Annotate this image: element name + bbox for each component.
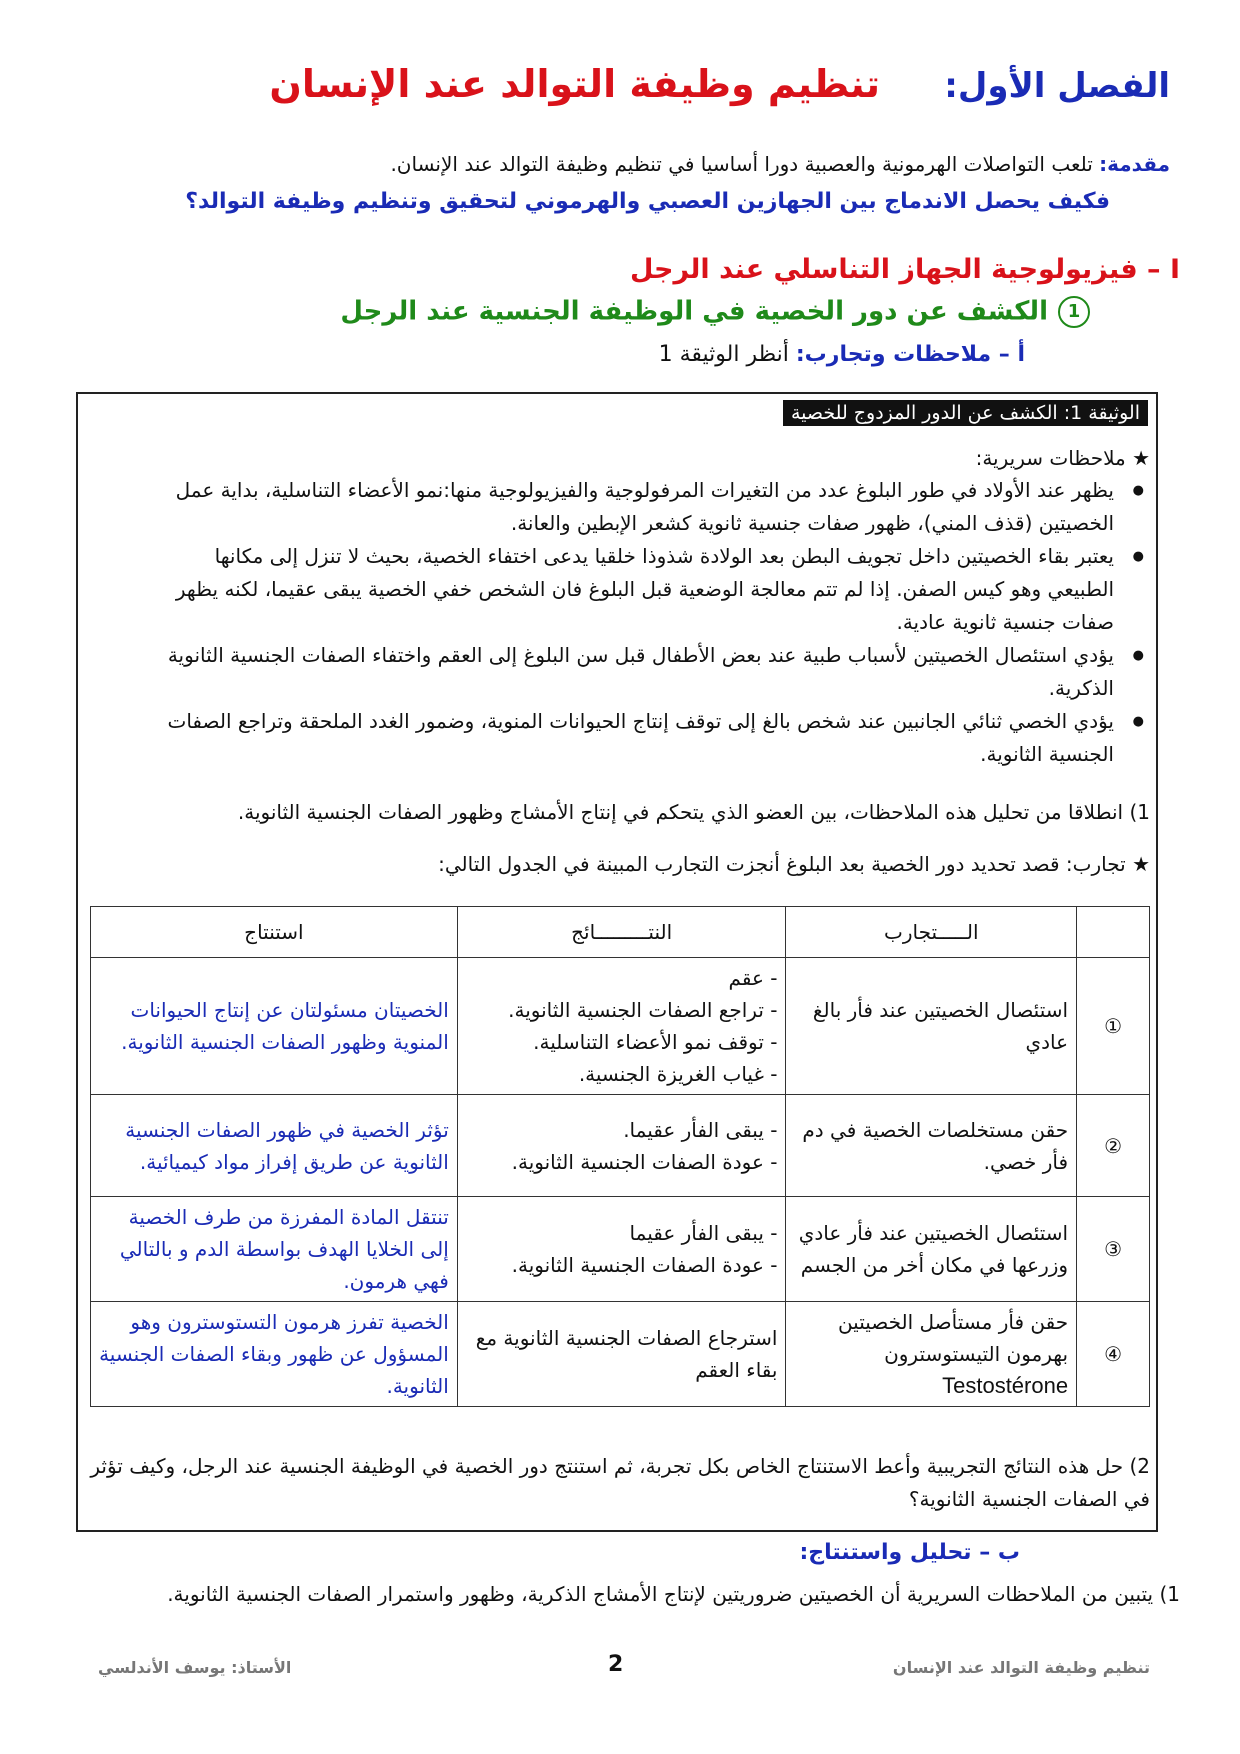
conclusion-cell: تنتقل المادة المفرزة من طرف الخصية إلى الخلايا الهدف بواسطة الدم و بالتالي فهي هرمون. [91,1197,458,1302]
intro-text: تلعب التواصلات الهرمونية والعصبية دورا أساسيا في تنظيم وظيفة التوالد عند الإنسان. [390,152,1093,176]
document-tag: الوثيقة 1: الكشف عن الدور المزدوج للخصية [783,400,1148,426]
experiment-cell: حقن مستخلصات الخصية في دم فأر خصي. [786,1095,1077,1197]
intro-label: مقدمة: [1099,152,1170,176]
experiment-cell: استئصال الخصيتين عند فأر بالغ عادي [786,958,1077,1095]
result-line: - توقف نمو الأعضاء التناسلية. [533,1030,778,1054]
question-1: 1) انطلاقا من تحليل هذه الملاحظات، بين العضو الذي يتحكم في إنتاج الأمشاج وظهور الصفات الجنسية الثانوية. [237,800,1150,824]
result-line: - تراجع الصفات الجنسية الثانوية. [508,998,778,1022]
table-header-row [91,907,1150,958]
table-header-experiments: الـــــتجارب [786,907,1077,958]
experiments-table [90,906,1150,1407]
subsection-b-title: ب – تحليل واستنتاج: [799,1540,1020,1565]
result-line: - عودة الصفات الجنسية الثانوية. [511,1253,778,1277]
observation-item: ● يؤدي الخصي ثنائي الجانبين عند شخص بالغ إلى توقف إنتاج الحيوانات المنوية، وضمور الغدد الملحقة وتراجع الصفات الجنسية الثانوية. [150,705,1150,771]
observation-item: ● يعتبر بقاء الخصيتين داخل تجويف البطن بعد الولادة شذوذا خلقيا يدعى اختفاء الخصية، بحيث لا تنزل إلى مكانها الطبيعي وهو كيس الصفن. إذا لم تتم معالجة الوضعية قبل البلوغ فان الشخص خفي الخصية يبقى عقيما، لكنه يظهر صفات جنسية ثانوية عادية. [150,540,1150,639]
chapter-header [70,62,1170,122]
conclusion-cell: تؤثر الخصية في ظهور الصفات الجنسية الثانوية عن طريق إفراز مواد كيميائية. [91,1095,458,1197]
answer-1: 1) يتبين من الملاحظات السريرية أن الخصيتين ضروريتين لإنتاج الأمشاج الذكرية، وظهور واستمرار الصفات الجنسية الثانوية. [167,1582,1180,1606]
question-2: 2) حل هذه النتائج التجريبية وأعط الاستنتاج الخاص بكل تجربة، ثم استنتج دور الخصية في الوظيفة الجنسية عند الرجل، وكيف تؤثر في الصفات الجنسية الثانوية؟ [90,1454,1150,1511]
table-header-conclusion: استنتاج [91,907,458,958]
table-header-num [1077,907,1150,958]
page-number: 2 [608,1652,624,1677]
row-number: ④ [1077,1302,1150,1407]
section-title: I – فيزيولوجية الجهاز التناسلي عند الرجل [629,254,1180,285]
result-line: - عودة الصفات الجنسية الثانوية. [511,1149,778,1174]
intro-question: فكيف يحصل الاندماج بين الجهازين العصبي والهرموني لتحقيق وتنظيم وظيفة التوالد؟ [185,189,1110,214]
intro-paragraph [60,148,1170,180]
observations-heading: ★ ملاحظات سريرية: [975,446,1150,470]
results-cell [457,1197,786,1302]
experiment-cell: استئصال الخصيتين عند فأر عادي وزرعها في مكان أخر من الجسم [786,1197,1077,1302]
footer-teacher: الأستاذ: يوسف الأندلسي [98,1658,292,1677]
result-line: - يبقى الفأر عقيما [629,1221,778,1245]
footer-course-title: تنظيم وظيفة التوالد عند الإنسان [892,1658,1150,1677]
circled-number: 1 [1058,296,1090,328]
experiment-cell [786,1302,1077,1407]
table-row [91,1095,1150,1197]
subsection-a-label: أ – ملاحظات وتجارب: [795,342,1025,367]
table-row [91,958,1150,1095]
chapter-label: الفصل الأول: [944,66,1170,106]
result-line: - عقم [728,966,778,990]
observation-item: ● يظهر عند الأولاد في طور البلوغ عدد من التغيرات المرفولوجية والفيزيولوجية منها:نمو الأعضاء التناسلية، بداية عمل الخصيتين (قذف المني)، ظهور صفات جنسية ثانوية كشعر الإبطين والعانة. [150,474,1150,540]
subsection-a-text: أنظر الوثيقة 1 [658,342,789,367]
results-cell [457,1095,786,1197]
subsection-title [340,296,1090,328]
row-number: ① [1077,958,1150,1095]
table-row [91,1302,1150,1407]
experiment-text: حقن فأر مستأصل الخصيتين بهرمون التيستوسترون [837,1310,1069,1366]
results-cell [457,958,786,1095]
result-line: - غياب الغريزة الجنسية. [578,1062,778,1086]
result-line: - يبقى الفأر عقيما. [623,1117,778,1142]
results-cell: استرجاع الصفات الجنسية الثانوية مع بقاء العقم [457,1302,786,1407]
observation-item: ● يؤدي استئصال الخصيتين لأسباب طبية عند بعض الأطفال قبل سن البلوغ إلى العقم واختفاء الصفات الجنسية الثانوية الذكرية. [150,639,1150,705]
subsection-a [659,342,1025,367]
observations-list [150,474,1150,771]
conclusion-cell: الخصيتان مسئولتان عن إنتاج الحيوانات المنوية وظهور الصفات الجنسية الثانوية. [91,958,458,1095]
table-row [91,1197,1150,1302]
row-number: ③ [1077,1197,1150,1302]
subsection-text: الكشف عن دور الخصية في الوظيفة الجنسية عند الرجل [340,296,1048,327]
experiment-latin-term: Testostérone [942,1373,1069,1398]
conclusion-cell: الخصية تفرز هرمون التستوسترون وهو المسؤول عن ظهور وبقاء الصفات الجنسية الثانوية. [91,1302,458,1407]
chapter-title: تنظيم وظيفة التوالد عند الإنسان [269,62,880,106]
experiments-heading: ★ تجارب: قصد تحديد دور الخصية بعد البلوغ أنجزت التجارب المبينة في الجدول التالي: [438,852,1150,876]
row-number: ② [1077,1095,1150,1197]
table-header-results: النتـــــــــائج [457,907,786,958]
